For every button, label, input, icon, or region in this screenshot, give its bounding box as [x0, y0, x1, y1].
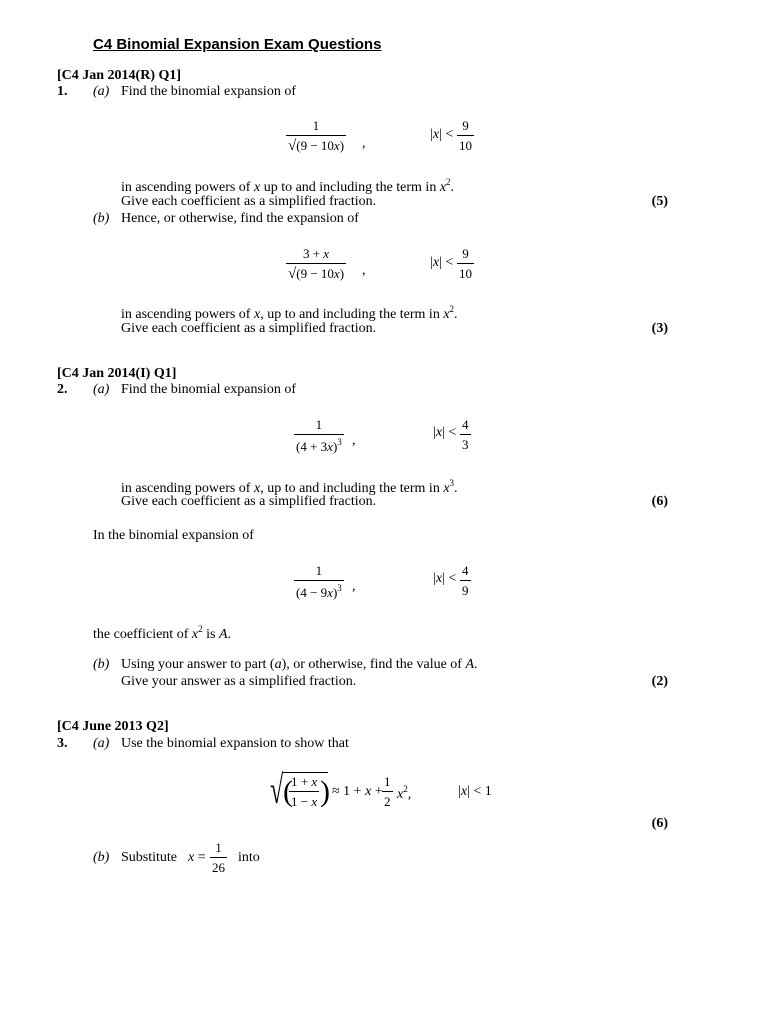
- page-title: C4 Binomial Expansion Exam Questions: [93, 36, 382, 53]
- q3a-root-fraction: $\frac{1 + x}{1 - x}$: [291, 774, 318, 809]
- q3a-half-fraction: $\frac{1}{2}$: [384, 774, 391, 809]
- square-root-icon: √: [270, 767, 284, 812]
- q2-mid-text: In the binomial expansion of: [93, 528, 254, 543]
- question-3a-text: Use the binomial expansion to show that: [121, 736, 349, 751]
- q1b-instruction-2: Give each coefficient as a simplified fraction.: [121, 321, 377, 336]
- q2a-expression: $\frac{1}{(4 + 3x)^3}$: [296, 417, 342, 454]
- q1b-expression: $\frac{3 + x}{√(9 - 10x)}$: [288, 246, 345, 282]
- question-1-number: 1.: [57, 84, 68, 99]
- question-2-source: [C4 Jan 2014(I) Q1]: [57, 366, 177, 381]
- q1a-condition: |x| <: [430, 127, 454, 142]
- q1b-marks: (3): [651, 321, 668, 336]
- question-2a-label: (a): [93, 382, 110, 397]
- question-2-number: 2.: [57, 382, 68, 397]
- q2a-condition-fraction: $\frac{4}{3}$: [462, 417, 469, 452]
- q1b-condition: |x| <: [430, 255, 454, 270]
- q2-mid-expression: $\frac{1}{(4 - 9x)^3}$: [296, 563, 342, 600]
- q2a-marks: (6): [651, 494, 668, 509]
- q1a-marks: (5): [651, 194, 668, 209]
- q1a-instruction-1: in ascending powers of x up to and including the term in $x^2$.: [121, 177, 455, 195]
- question-1a-text: Find the binomial expansion of: [121, 84, 296, 99]
- q3b-into: into: [238, 850, 260, 865]
- question-3b-label: (b): [93, 850, 110, 865]
- q3b-x-equals: x =: [188, 850, 206, 865]
- question-1b-text: Hence, or otherwise, find the expansion of: [121, 211, 359, 226]
- question-2b-text: Using your answer to part (a), or otherwise, find the value of A.: [121, 657, 478, 672]
- q1b-instruction-1: in ascending powers of x, up to and including the term in $x^2$.: [121, 304, 458, 322]
- question-1-source: [C4 Jan 2014(R) Q1]: [57, 68, 182, 83]
- q2-coefficient-text: the coefficient of $x^2$ is A.: [93, 624, 231, 642]
- q2-mid-condition-fraction: $\frac{4}{9}$: [462, 563, 469, 598]
- question-2a-text: Find the binomial expansion of: [121, 382, 296, 397]
- question-2b-label: (b): [93, 657, 110, 672]
- question-2b-text-2: Give your answer as a simplified fraction.: [121, 674, 357, 689]
- q2b-marks: (2): [651, 674, 668, 689]
- q3a-marks: (6): [651, 816, 668, 831]
- q3a-approx: ≈ 1 + x +: [332, 784, 383, 799]
- q3a-condition: |x| < 1: [458, 784, 492, 799]
- q2-mid-condition: |x| <: [433, 571, 457, 586]
- q1a-condition-fraction: $\frac{9}{10}$: [459, 118, 472, 153]
- q1a-instruction-2: Give each coefficient as a simplified fraction.: [121, 194, 377, 209]
- q2a-condition: |x| <: [433, 425, 457, 440]
- question-3b-text: Substitute: [121, 850, 178, 865]
- q2a-instruction-1: in ascending powers of x, up to and including the term in $x^3$.: [121, 478, 458, 496]
- question-3-number: 3.: [57, 736, 68, 751]
- q3b-fraction: $\frac{1}{26}$: [212, 840, 225, 875]
- q1a-expression: $\frac{1}{√(9 - 10x)}$: [288, 118, 345, 154]
- question-1b-label: (b): [93, 211, 110, 226]
- q1b-condition-fraction: $\frac{9}{10}$: [459, 246, 472, 281]
- q2a-instruction-2: Give each coefficient as a simplified fraction.: [121, 494, 377, 509]
- question-1a-label: (a): [93, 84, 110, 99]
- question-3a-label: (a): [93, 736, 110, 751]
- question-3-source: [C4 June 2013 Q2]: [57, 719, 169, 734]
